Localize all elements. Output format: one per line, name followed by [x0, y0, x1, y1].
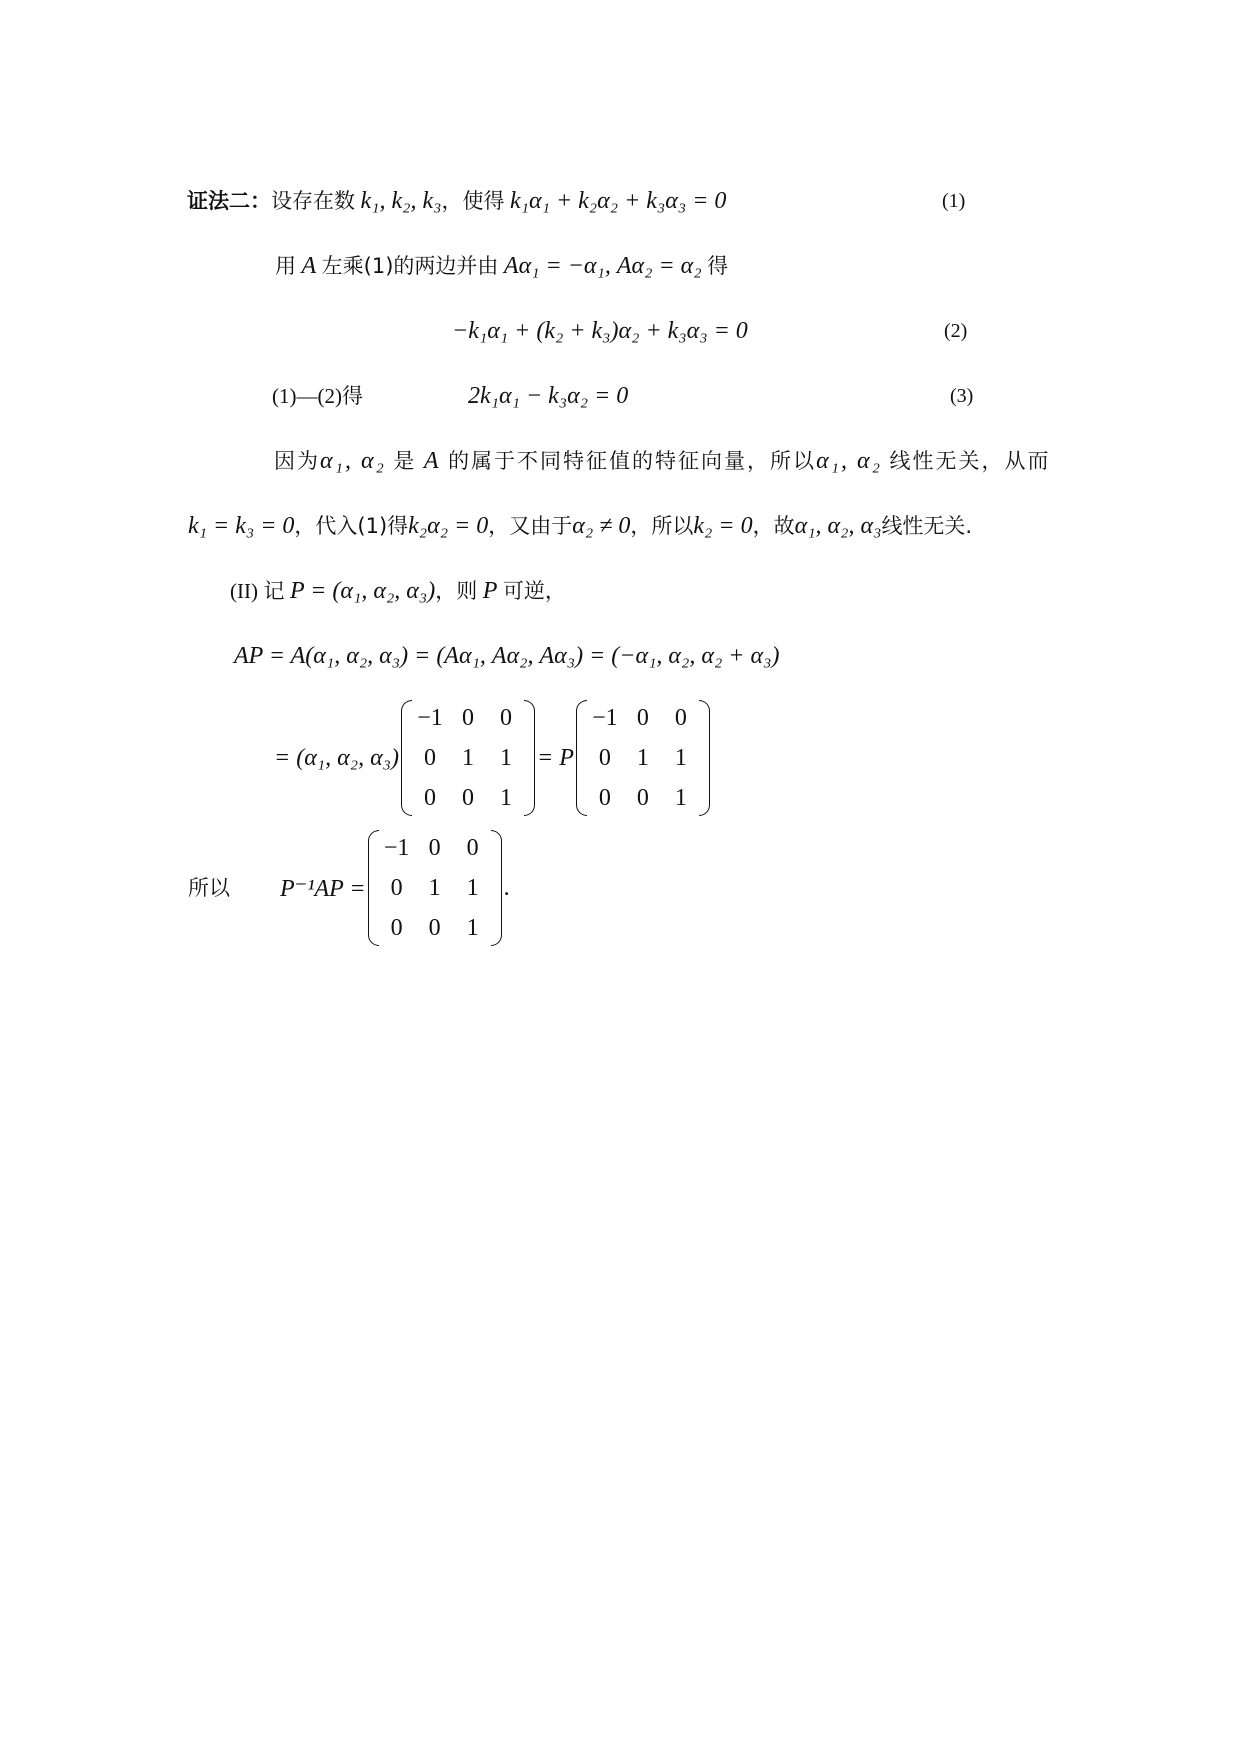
matrix-cell: 1 — [674, 784, 687, 811]
math-vectors: α₁, α₂, α₃ — [794, 513, 882, 539]
matrix-cell: −1 — [383, 834, 410, 861]
proof-line-2 — [275, 251, 728, 281]
part-label: (II) — [230, 579, 258, 603]
math: k₁ = k₃ = 0 — [188, 513, 295, 539]
matrix-cell: 0 — [424, 784, 437, 811]
matrix — [576, 698, 710, 818]
text: ，故 — [752, 514, 795, 538]
text: 可逆， — [502, 579, 566, 603]
text: 线性无关. — [881, 514, 973, 538]
text: 线性无关，从而 — [889, 449, 1051, 473]
matrix-cell: 1 — [500, 744, 513, 771]
proof-heading: 证法二： — [187, 189, 271, 213]
matrix-cell: 0 — [500, 704, 513, 731]
matrix-cell: 0 — [598, 784, 611, 811]
math: P = (α₁, α₂, α₃) — [289, 578, 436, 604]
equation-number-3: (3) — [950, 385, 974, 407]
matrix-cell: 1 — [500, 784, 513, 811]
text: 记 — [263, 579, 285, 603]
matrix-cell: 0 — [428, 914, 441, 941]
math-var-A: A — [423, 448, 441, 474]
proof-line-3 — [452, 316, 748, 346]
text: ，则 — [435, 579, 478, 603]
matrix — [401, 698, 535, 818]
text: 左乘(1)的两边并由 — [321, 254, 499, 278]
text: ，所以 — [630, 514, 694, 538]
text: 用 — [275, 254, 296, 278]
equation-2: −k₁α₁ + (k₂ + k₃)α₂ + k₃α₃ = 0 — [452, 318, 748, 344]
matrix-cell: 1 — [674, 744, 687, 771]
text: 所以 — [188, 876, 230, 900]
proof-line-6 — [188, 511, 972, 541]
matrix-cell: 0 — [462, 784, 475, 811]
period: . — [503, 874, 510, 901]
matrix-cell: 1 — [462, 744, 475, 771]
matrix-cell: 0 — [428, 834, 441, 861]
matrix-cell: 0 — [636, 784, 649, 811]
proof-line-4 — [272, 381, 363, 411]
text: ，使得 — [441, 189, 505, 213]
equation-AP: AP = A(α₁, α₂, α₃) = (Aα₁, Aα₂, Aα₃) = (−α₁, α₂, α₂ + α₃) — [234, 643, 780, 669]
conclusion-label — [188, 873, 230, 903]
text: (1)—(2)得 — [272, 384, 363, 408]
math-mid: = P — [537, 744, 574, 771]
math-prefix: = (α₁, α₂, α₃) — [274, 744, 400, 771]
math: k₂α₂ = 0 — [408, 513, 489, 539]
math-vectors: α₁, α₂ — [816, 448, 882, 474]
text: ，代入(1)得 — [294, 514, 409, 538]
math-vars: k₁, k₂, k₃ — [360, 188, 442, 214]
proof-line-8 — [234, 641, 779, 671]
math-var-P: P — [482, 578, 498, 604]
text: 的属于不同特征值的特征向量，所以 — [448, 449, 817, 473]
matrix-cell: 0 — [390, 914, 403, 941]
matrix-cell: 0 — [424, 744, 437, 771]
text: 设存在数 — [271, 189, 355, 213]
text: ，又由于 — [488, 514, 573, 538]
matrix-cell: 0 — [466, 834, 479, 861]
proof-line-1 — [187, 186, 726, 216]
equation-3: 2k₁α₁ − k₃α₂ = 0 — [468, 383, 629, 409]
conclusion-equation — [280, 828, 510, 948]
matrix-cell: 0 — [598, 744, 611, 771]
math-var-A: A — [301, 253, 317, 279]
matrix-cell: −1 — [592, 704, 618, 731]
text: 得 — [707, 254, 729, 278]
text: 是 — [393, 449, 417, 473]
matrix-cell: 1 — [636, 744, 649, 771]
text: 因为 — [274, 449, 320, 473]
math: α₂ ≠ 0 — [572, 513, 631, 539]
math-condition: Aα₁ = −α₁, Aα₂ = α₂ — [503, 253, 702, 279]
matrix-cell: 0 — [636, 704, 649, 731]
equation-1: k₁α₁ + k₂α₂ + k₃α₃ = 0 — [510, 188, 727, 214]
proof-line-4-equation — [468, 381, 628, 411]
part-two-line — [230, 576, 566, 606]
math: k₂ = 0 — [693, 513, 753, 539]
equation-number-1: (1) — [942, 190, 966, 212]
proof-line-5 — [274, 446, 1050, 476]
equation-number-2: (2) — [944, 320, 968, 342]
math-lhs: P⁻¹AP = — [280, 875, 366, 902]
matrix-cell: 1 — [466, 874, 479, 901]
matrix-equation-line — [274, 698, 710, 818]
matrix-cell: 0 — [390, 874, 403, 901]
matrix — [368, 828, 502, 948]
matrix-cell: −1 — [417, 704, 443, 731]
matrix-cell: 0 — [674, 704, 687, 731]
matrix-cell: 0 — [462, 704, 475, 731]
matrix-cell: 1 — [428, 874, 441, 901]
matrix-cell: 1 — [466, 914, 479, 941]
math-vectors: α₁, α₂ — [320, 448, 386, 474]
